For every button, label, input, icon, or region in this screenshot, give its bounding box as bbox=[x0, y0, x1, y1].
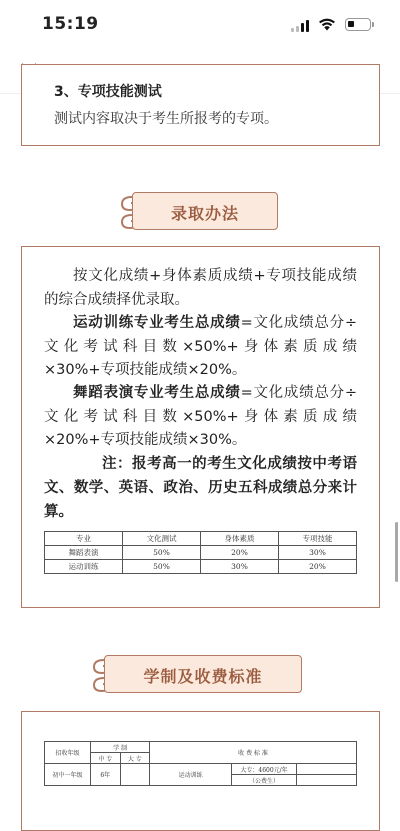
admission-paragraph-1: 按文化成绩+身体素质成绩+专项技能成绩的综合成绩择优录取。 bbox=[44, 268, 357, 308]
table-cell: 20% bbox=[201, 546, 279, 560]
article-content[interactable] bbox=[0, 84, 400, 785]
table-cell bbox=[120, 764, 150, 786]
table-cell: 6年 bbox=[91, 764, 121, 786]
admission-section-tag bbox=[132, 192, 278, 230]
table-header-row bbox=[45, 742, 357, 753]
cellular-signal-icon bbox=[291, 20, 311, 32]
table-header: 招收年级 bbox=[45, 742, 91, 764]
table-header: 专项技能 bbox=[279, 532, 357, 546]
table-row bbox=[45, 764, 357, 775]
dance-formula: =文化成绩总分÷文化考试科目数×50%+身体素质成绩×20%+专项技能成绩×30%。 bbox=[44, 385, 357, 448]
table-header-row bbox=[45, 532, 357, 546]
admission-paragraph-2 bbox=[44, 312, 357, 383]
table-cell: 50% bbox=[123, 546, 201, 560]
fees-section-tag bbox=[104, 655, 302, 693]
table-header: 文化测试 bbox=[123, 532, 201, 546]
sports-training-formula: =文化成绩总分÷文化考试科目数×50%+身体素质成绩×30%+专项技能成绩×20%。 bbox=[44, 315, 357, 378]
dance-label: 舞蹈表演专业考生总成绩 bbox=[73, 385, 241, 401]
fees-section-title: 学制及收费标准 bbox=[143, 667, 263, 686]
table-header: 大 专 bbox=[120, 753, 150, 764]
table-cell: 舞蹈表演 bbox=[45, 546, 123, 560]
table-row bbox=[45, 560, 357, 574]
table-cell: 运动训练 bbox=[150, 764, 232, 786]
score-weight-table bbox=[44, 531, 357, 574]
table-cell: 初中一年级 bbox=[45, 764, 91, 786]
admission-paragraph-3 bbox=[44, 382, 357, 453]
skills-test-heading: 3、专项技能测试 bbox=[54, 84, 162, 100]
status-bar bbox=[0, 0, 400, 48]
table-header: 收 费 标 准 bbox=[150, 742, 357, 764]
table-cell: 20% bbox=[279, 560, 357, 574]
table-header: 专业 bbox=[45, 532, 123, 546]
table-cell: 大专：4600元/年 bbox=[232, 764, 297, 775]
table-header: 中 专 bbox=[91, 753, 121, 764]
admission-box bbox=[21, 246, 380, 608]
table-cell: 运动训练 bbox=[45, 560, 123, 574]
fees-box bbox=[21, 711, 380, 831]
fees-table bbox=[44, 741, 357, 786]
table-cell: 30% bbox=[279, 546, 357, 560]
table-cell: （公费生） bbox=[232, 775, 297, 786]
table-cell: 30% bbox=[201, 560, 279, 574]
admission-section-title: 录取办法 bbox=[170, 204, 239, 223]
table-cell bbox=[297, 764, 357, 775]
admission-note: 注：报考高一的考生文化成绩按中考语文、数学、英语、政治、历史五科成绩总分来计算。 bbox=[44, 456, 357, 520]
skills-test-text: 测试内容取决于考生所报考的专项。 bbox=[54, 111, 278, 127]
table-header: 学 制 bbox=[91, 742, 150, 753]
status-time: 15:19 bbox=[42, 14, 99, 34]
table-cell bbox=[297, 775, 357, 786]
battery-icon bbox=[345, 18, 371, 31]
table-cell: 50% bbox=[123, 560, 201, 574]
skills-test-box bbox=[21, 64, 380, 146]
scrollbar[interactable] bbox=[395, 522, 398, 582]
table-row bbox=[45, 546, 357, 560]
table-header: 身体素质 bbox=[201, 532, 279, 546]
wifi-icon bbox=[318, 17, 336, 31]
sports-training-label: 运动训练专业考生总成绩 bbox=[73, 315, 241, 331]
